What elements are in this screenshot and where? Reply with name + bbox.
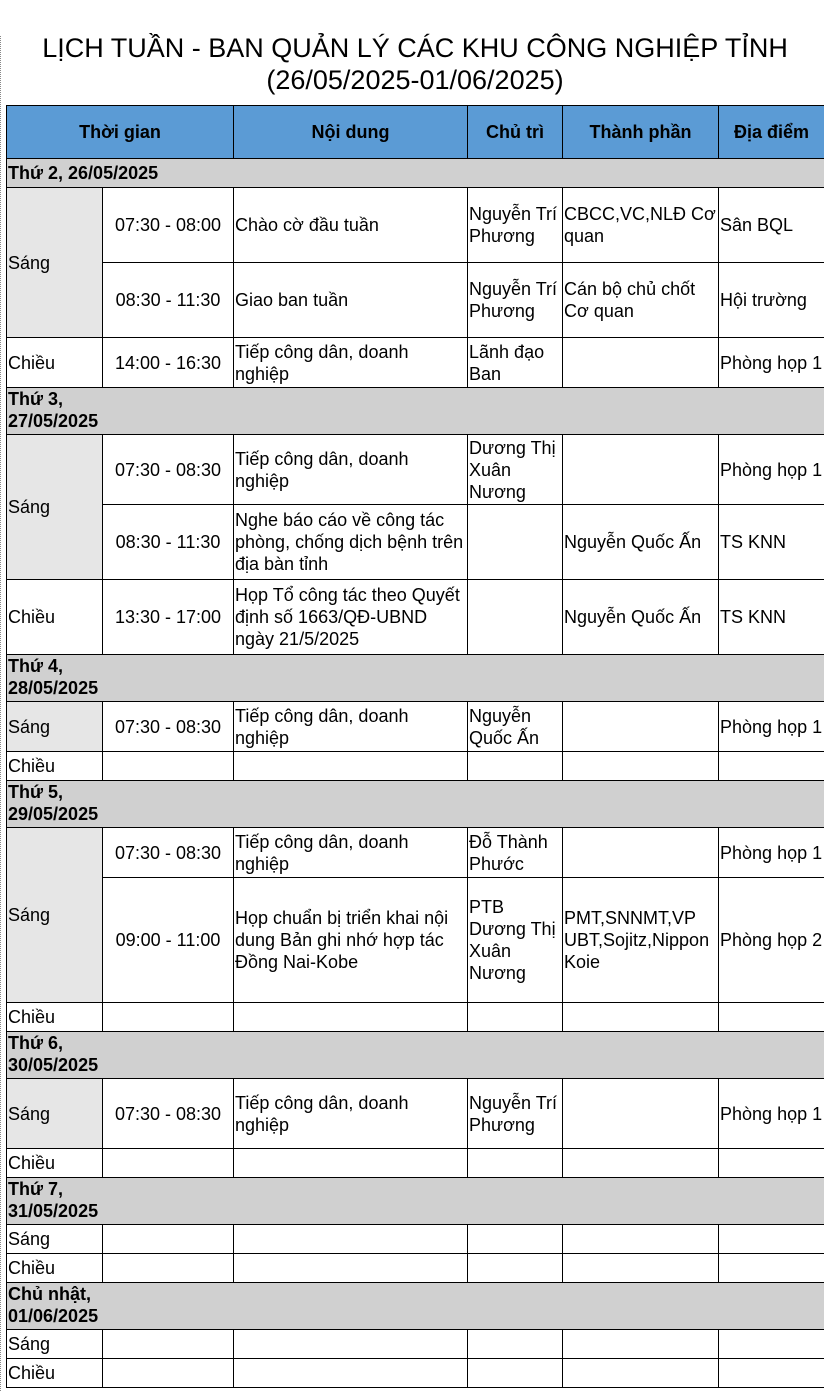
day-label: Chủ nhật, 01/06/2025 <box>7 1283 824 1330</box>
schedule-table <box>6 105 824 1388</box>
event-content: Họp Tổ công tác theo Quyết định số 1663/QĐ-UBND ngày 21/5/2025 <box>234 580 468 655</box>
day-row-friday <box>7 1032 824 1079</box>
event-content: Nghe báo cáo về công tác phòng, chống dịch bệnh trên địa bàn tỉnh <box>234 505 468 580</box>
session-afternoon: Chiều <box>7 580 103 655</box>
event-chair: PTB Dương Thị Xuân Nương <box>468 878 563 1003</box>
event-row <box>7 435 824 505</box>
event-time: 07:30 - 08:00 <box>103 188 234 263</box>
session-morning: Sáng <box>7 1330 103 1359</box>
event-row <box>7 1079 824 1149</box>
event-time: 08:30 - 11:30 <box>103 505 234 580</box>
day-row-saturday <box>7 1178 824 1225</box>
event-location: Hội trường <box>719 263 824 338</box>
session-morning: Sáng <box>7 435 103 580</box>
event-content: Tiếp công dân, doanh nghiệp <box>234 1079 468 1149</box>
event-chair: Nguyễn Trí Phương <box>468 188 563 263</box>
event-content: Chào cờ đầu tuần <box>234 188 468 263</box>
header-participants: Thành phần <box>563 106 719 159</box>
session-afternoon: Chiều <box>7 752 103 781</box>
event-location: Phòng họp 1 <box>719 1079 824 1149</box>
session-afternoon: Chiều <box>7 1254 103 1283</box>
event-row <box>7 580 824 655</box>
empty-session-row <box>7 1359 824 1388</box>
title-line-2: (26/05/2025-01/06/2025) <box>266 65 564 95</box>
event-time: 14:00 - 16:30 <box>103 338 234 388</box>
event-content: Tiếp công dân, doanh nghiệp <box>234 828 468 878</box>
empty-session-row <box>7 1225 824 1254</box>
title-line-1: LỊCH TUẦN - BAN QUẢN LÝ CÁC KHU CÔNG NGHIỆP TỈNH <box>42 33 788 63</box>
event-location: Phòng họp 1 <box>719 338 824 388</box>
header-time: Thời gian <box>7 106 234 159</box>
event-participants <box>563 1079 719 1149</box>
event-location: Phòng họp 1 <box>719 435 824 505</box>
event-location: Sân BQL <box>719 188 824 263</box>
header-location: Địa điểm <box>719 106 824 159</box>
event-row <box>7 263 824 338</box>
session-morning: Sáng <box>7 828 103 1003</box>
session-afternoon: Chiều <box>7 1003 103 1032</box>
page-title <box>6 32 824 96</box>
event-time: 07:30 - 08:30 <box>103 828 234 878</box>
event-participants: Nguyễn Quốc Ấn <box>563 580 719 655</box>
event-chair: Nguyễn Trí Phương <box>468 263 563 338</box>
event-row <box>7 188 824 263</box>
session-afternoon: Chiều <box>7 1149 103 1178</box>
event-content: Tiếp công dân, doanh nghiệp <box>234 338 468 388</box>
day-label: Thứ 4, 28/05/2025 <box>7 655 824 702</box>
event-content: Tiếp công dân, doanh nghiệp <box>234 702 468 752</box>
event-participants: Cán bộ chủ chốt Cơ quan <box>563 263 719 338</box>
event-time: 07:30 - 08:30 <box>103 1079 234 1149</box>
event-participants <box>563 338 719 388</box>
event-chair <box>468 505 563 580</box>
event-location: TS KNN <box>719 505 824 580</box>
event-time: 07:30 - 08:30 <box>103 435 234 505</box>
event-content: Giao ban tuần <box>234 263 468 338</box>
day-label: Thứ 6, 30/05/2025 <box>7 1032 824 1079</box>
session-morning: Sáng <box>7 1225 103 1254</box>
session-morning: Sáng <box>7 702 103 752</box>
event-time: 08:30 - 11:30 <box>103 263 234 338</box>
event-time: 07:30 - 08:30 <box>103 702 234 752</box>
event-participants: Nguyễn Quốc Ấn <box>563 505 719 580</box>
event-participants <box>563 435 719 505</box>
event-participants: CBCC,VC,NLĐ Cơ quan <box>563 188 719 263</box>
event-chair: Đỗ Thành Phước <box>468 828 563 878</box>
event-chair <box>468 580 563 655</box>
event-location: TS KNN <box>719 580 824 655</box>
event-content: Họp chuẩn bị triển khai nội dung Bản ghi nhớ hợp tác Đồng Nai-Kobe <box>234 878 468 1003</box>
day-row-tuesday <box>7 388 824 435</box>
empty-session-row <box>7 1003 824 1032</box>
session-afternoon: Chiều <box>7 338 103 388</box>
day-label: Thứ 2, 26/05/2025 <box>7 159 824 188</box>
empty-session-row <box>7 752 824 781</box>
session-morning: Sáng <box>7 1079 103 1149</box>
session-morning: Sáng <box>7 188 103 338</box>
event-chair: Nguyễn Quốc Ấn <box>468 702 563 752</box>
empty-session-row <box>7 1254 824 1283</box>
event-location: Phòng họp 2 <box>719 878 824 1003</box>
day-label: Thứ 7, 31/05/2025 <box>7 1178 824 1225</box>
event-chair: Nguyễn Trí Phương <box>468 1079 563 1149</box>
event-time: 09:00 - 11:00 <box>103 878 234 1003</box>
event-row <box>7 338 824 388</box>
event-chair: Lãnh đạo Ban <box>468 338 563 388</box>
event-content: Tiếp công dân, doanh nghiệp <box>234 435 468 505</box>
empty-session-row <box>7 1149 824 1178</box>
event-row <box>7 702 824 752</box>
day-row-wednesday <box>7 655 824 702</box>
session-afternoon: Chiều <box>7 1359 103 1388</box>
day-label: Thứ 5, 29/05/2025 <box>7 781 824 828</box>
empty-session-row <box>7 1330 824 1359</box>
page-edge-guide <box>0 36 1 1391</box>
event-participants <box>563 702 719 752</box>
event-participants: PMT,SNNMT,VP UBT,Sojitz,Nippon Koie <box>563 878 719 1003</box>
event-row <box>7 505 824 580</box>
event-row <box>7 828 824 878</box>
event-location: Phòng họp 1 <box>719 702 824 752</box>
header-content: Nội dung <box>234 106 468 159</box>
day-row-sunday <box>7 1283 824 1330</box>
day-row-thursday <box>7 781 824 828</box>
header-row <box>7 106 824 159</box>
day-label: Thứ 3, 27/05/2025 <box>7 388 824 435</box>
event-row <box>7 878 824 1003</box>
event-participants <box>563 828 719 878</box>
event-chair: Dương Thị Xuân Nương <box>468 435 563 505</box>
day-row-monday <box>7 159 824 188</box>
event-location: Phòng họp 1 <box>719 828 824 878</box>
header-chair: Chủ trì <box>468 106 563 159</box>
event-time: 13:30 - 17:00 <box>103 580 234 655</box>
